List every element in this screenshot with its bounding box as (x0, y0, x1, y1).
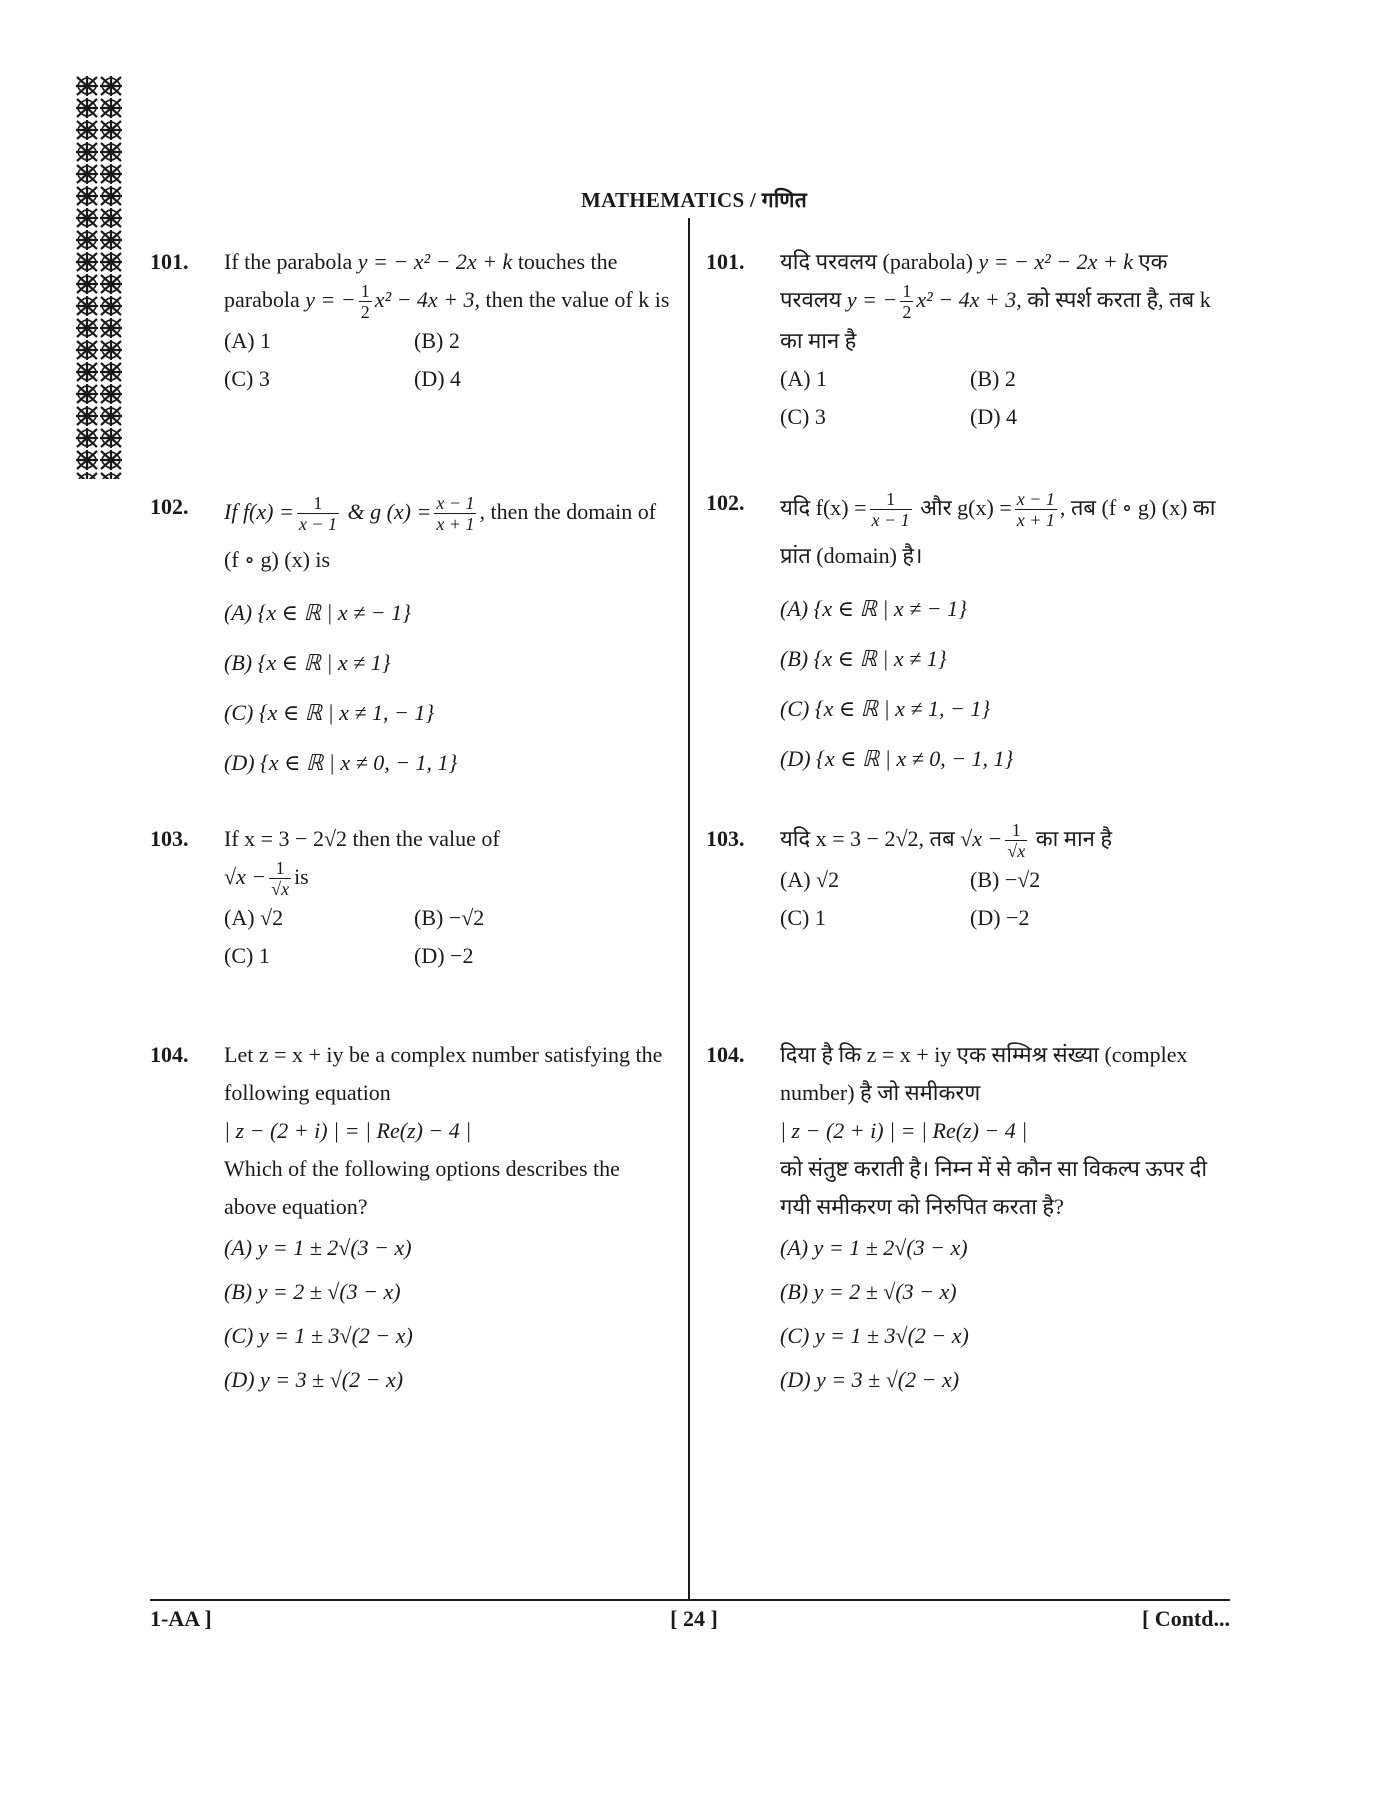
option-d[interactable]: (D) 4 (414, 366, 462, 392)
option-d[interactable]: (D) {x ∈ ℝ | x ≠ 0, − 1, 1} (224, 750, 458, 775)
question-stem: If x = 3 − 2√2 then the value of √x − $\frac{1}{√x}$ is (224, 826, 500, 900)
option-d[interactable]: (D) −2 (414, 943, 474, 969)
question-equation: | z − (2 + i) | = | Re(z) − 4 | (224, 1118, 472, 1143)
option-c[interactable]: (C) y = 1 ± 3√(2 − x) (224, 1323, 413, 1348)
question-number: 102. (706, 490, 745, 515)
option-b[interactable]: (B) y = 2 ± √(3 − x) (780, 1279, 957, 1304)
fraction: $\frac{1}{2}$ (360, 281, 370, 323)
question-stem: यदि f(x) = $\frac{1}{x - 1}$ और g(x) = $\frac{x - 1}{x + 1}$ , तब (f ∘ g) (x) का प्रांत (domain) है। (780, 489, 1216, 568)
option-d[interactable]: (D) y = 3 ± √(2 − x) (224, 1367, 404, 1392)
option-a[interactable]: (A) 1 (780, 366, 828, 392)
fraction: $\frac{1}{√x}$ (271, 858, 290, 900)
option-b[interactable]: (B) {x ∈ ℝ | x ≠ 1} (224, 650, 391, 675)
question-stem: दिया है कि z = x + iy एक सम्मिश्र संख्या (complex number) है जो समीकरण (780, 1042, 1188, 1105)
option-a[interactable]: (A) {x ∈ ℝ | x ≠ − 1} (780, 596, 967, 621)
options (780, 584, 1230, 784)
stem-text: then the value of k is (485, 287, 670, 312)
options (224, 588, 670, 788)
option-c[interactable]: (C) 1 (224, 943, 270, 969)
option-b[interactable]: (B) y = 2 ± √(3 − x) (224, 1279, 401, 1304)
fraction: $\frac{1}{x - 1}$ (298, 493, 337, 535)
column-divider (688, 218, 690, 1600)
fraction: $\frac{1}{2}$ (902, 281, 912, 323)
footer-code: 1-AA ] (150, 1606, 212, 1631)
fraction: $\frac{1}{√x}$ (1007, 820, 1026, 862)
option-c[interactable]: (C) y = 1 ± 3√(2 − x) (780, 1323, 969, 1348)
fraction: $\frac{1}{x - 1}$ (871, 489, 910, 531)
option-c[interactable]: (C) 3 (780, 404, 826, 430)
options (224, 1226, 670, 1402)
footer-contd: [ Contd... (1141, 1606, 1230, 1631)
option-b[interactable]: (B) 2 (970, 366, 1016, 392)
question-stem: यदि परवलय (parabola) y = − x² − 2x + k एक परवलय y = − $\frac{1}{2}$ x² − 4x + 3, को स्पर्श करता है, तब k का मान है (780, 249, 1211, 354)
option-d[interactable]: (D) −2 (970, 905, 1030, 931)
option-d[interactable]: (D) 4 (970, 404, 1018, 430)
page-title: MATHEMATICS / गणित (580, 188, 808, 212)
question-number: 101. (150, 249, 189, 274)
question-number: 102. (150, 494, 189, 519)
page-number: [ 24 ] (670, 1606, 718, 1631)
option-c[interactable]: (C) 1 (780, 905, 826, 931)
options (780, 861, 1230, 937)
option-b[interactable]: (B) {x ∈ ℝ | x ≠ 1} (780, 646, 947, 671)
question-number: 103. (706, 826, 745, 851)
option-b[interactable]: (B) −√2 (414, 905, 485, 931)
question-stem (224, 243, 670, 322)
question-stem: If f(x) = $\frac{1}{x - 1}$ & g (x) = $\frac{x - 1}{x + 1}$ , then the domain of (f ∘ g) (x) is (224, 493, 657, 572)
question-number: 101. (706, 249, 745, 274)
option-a[interactable]: (A) y = 1 ± 2√(3 − x) (224, 1235, 412, 1260)
option-a[interactable]: (A) √2 (780, 867, 840, 893)
fraction: $\frac{x - 1}{x + 1}$ (1016, 489, 1055, 531)
question-prompt: को संतुष्ट कराती है। निम्न में से कौन सा विकल्प ऊपर दी गयी समीकरण को निरुपित करता है? (780, 1156, 1208, 1219)
question-number: 104. (150, 1042, 189, 1067)
equation-parabola-2-rest: x² − 4x + 3, (374, 287, 481, 312)
stem-text: If the parabola (224, 249, 353, 274)
option-a[interactable]: (A) √2 (224, 905, 284, 931)
option-a[interactable]: (A) {x ∈ ℝ | x ≠ − 1} (224, 600, 411, 625)
option-a[interactable]: (A) y = 1 ± 2√(3 − x) (780, 1235, 968, 1260)
options (780, 1226, 1230, 1402)
option-d[interactable]: (D) {x ∈ ℝ | x ≠ 0, − 1, 1} (780, 746, 1014, 771)
options (224, 322, 670, 398)
equation-parabola-1: y = − x² − 2x + k (357, 249, 513, 274)
footer-rule (150, 1599, 1230, 1601)
options (224, 899, 670, 975)
option-c[interactable]: (C) 3 (224, 366, 270, 392)
question-stem: यदि x = 3 − 2√2, तब √x − $\frac{1}{√x}$ का मान है (780, 820, 1113, 862)
fraction: $\frac{x - 1}{x + 1}$ (436, 493, 475, 535)
options (780, 360, 1230, 436)
question-stem: Let z = x + iy be a complex number satisfying the following equation (224, 1042, 663, 1105)
question-prompt: Which of the following options describes the above equation? (224, 1156, 620, 1219)
option-b[interactable]: (B) 2 (414, 328, 460, 354)
option-c[interactable]: (C) {x ∈ ℝ | x ≠ 1, − 1} (224, 700, 435, 725)
question-number: 103. (150, 826, 189, 851)
question-number: 104. (706, 1042, 745, 1067)
decorative-border-pattern (75, 75, 123, 479)
option-d[interactable]: (D) y = 3 ± √(2 − x) (780, 1367, 960, 1392)
equation-parabola-2: y = − (305, 287, 356, 312)
option-b[interactable]: (B) −√2 (970, 867, 1041, 893)
stem-text: touches the parabola (224, 249, 618, 312)
option-c[interactable]: (C) {x ∈ ℝ | x ≠ 1, − 1} (780, 696, 991, 721)
option-a[interactable]: (A) 1 (224, 328, 272, 354)
question-equation: | z − (2 + i) | = | Re(z) − 4 | (780, 1118, 1028, 1143)
